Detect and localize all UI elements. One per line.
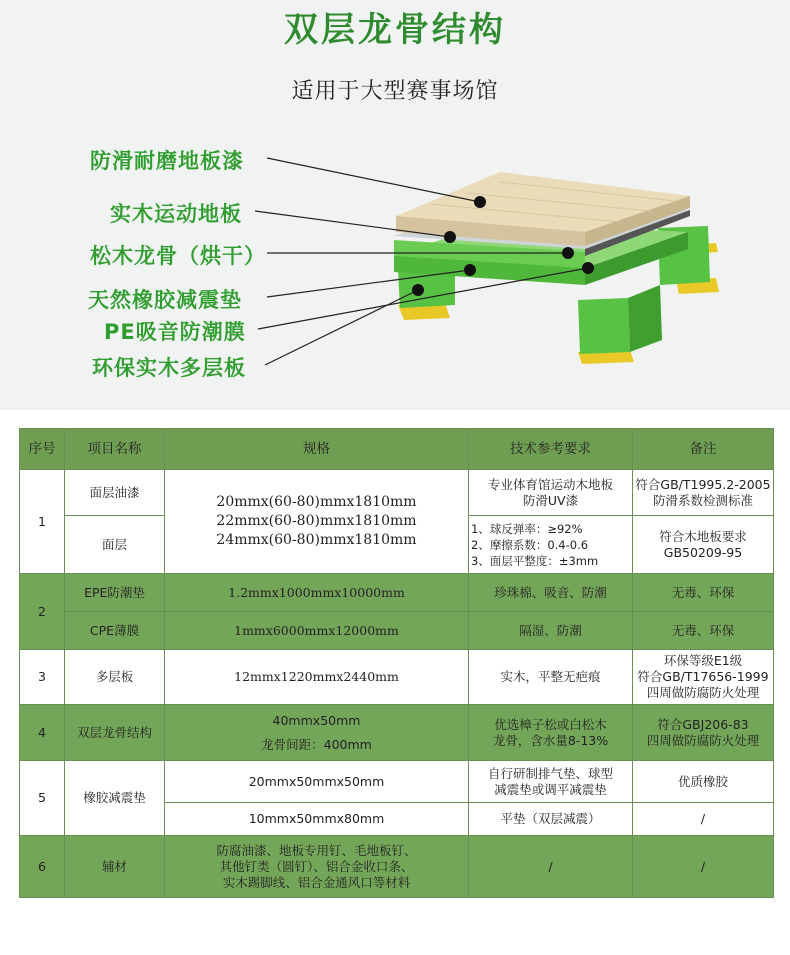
requirement-cell: 实木，平整无疤痕 bbox=[469, 650, 633, 705]
layer-label-pe-film: PE吸音防潮膜 bbox=[104, 320, 246, 344]
spec-line: 24mmx(60-80)mmx1810mm bbox=[216, 532, 417, 548]
note-cell: / bbox=[633, 803, 774, 836]
note-cell bbox=[633, 516, 774, 574]
spec-cell: 1mmx6000mmx12000mm bbox=[165, 612, 469, 650]
spec-line: 20mmx(60-80)mmx1810mm bbox=[216, 494, 417, 510]
requirement-cell bbox=[469, 705, 633, 761]
note-cell: 无毒、环保 bbox=[633, 612, 774, 650]
requirement-line: 自行研制排气垫、球型 bbox=[487, 765, 613, 781]
header-requirement: 技术参考要求 bbox=[469, 429, 633, 470]
requirement-line: 龙骨，含水量8-13% bbox=[492, 732, 609, 748]
note-cell: 优质橡胶 bbox=[633, 761, 774, 803]
item-name: 多层板 bbox=[65, 650, 165, 705]
note-cell bbox=[633, 470, 774, 516]
requirement-line: 减震垫或调平减震垫 bbox=[494, 781, 607, 797]
spec-line: 龙骨间距：400mm bbox=[261, 736, 372, 752]
header-no: 序号 bbox=[20, 429, 65, 470]
spec-cell: 1.2mmx1000mmx10000mm bbox=[165, 574, 469, 612]
note-cell: / bbox=[633, 836, 774, 898]
table-row bbox=[20, 650, 774, 705]
row-no: 6 bbox=[20, 836, 65, 898]
requirement-cell: 隔湿、防潮 bbox=[469, 612, 633, 650]
note-cell bbox=[633, 705, 774, 761]
item-name: 辅材 bbox=[65, 836, 165, 898]
requirement-line: 优选樟子松或白松木 bbox=[494, 716, 607, 732]
spec-cell bbox=[165, 470, 469, 574]
item-name: 面层 bbox=[65, 516, 165, 574]
note-cell: 无毒、环保 bbox=[633, 574, 774, 612]
spec-line: 实木踢脚线、铝合金通风口等材料 bbox=[222, 874, 411, 890]
row-no: 2 bbox=[20, 574, 65, 650]
table-row bbox=[20, 470, 774, 516]
table-row bbox=[20, 612, 774, 650]
note-cell bbox=[633, 650, 774, 705]
requirement-cell: 珍珠棉、吸音、防潮 bbox=[469, 574, 633, 612]
spec-line: 40mmx50mm bbox=[272, 712, 361, 728]
table-row bbox=[20, 761, 774, 803]
layer-label-paint: 防滑耐磨地板漆 bbox=[90, 149, 244, 173]
row-no: 3 bbox=[20, 650, 65, 705]
requirement-line: 3、面层平整度：±3mm bbox=[471, 553, 599, 568]
requirement-cell: / bbox=[469, 836, 633, 898]
requirement-cell: 平垫（双层减震） bbox=[469, 803, 633, 836]
table-row bbox=[20, 705, 774, 761]
item-name: 面层油漆 bbox=[65, 470, 165, 516]
note-line: 四周做防腐防火处理 bbox=[646, 732, 760, 748]
requirement-cell bbox=[469, 761, 633, 803]
row-no: 4 bbox=[20, 705, 65, 761]
header-item: 项目名称 bbox=[65, 429, 165, 470]
table-row bbox=[20, 574, 774, 612]
spec-line: 22mmx(60-80)mmx1810mm bbox=[216, 513, 417, 529]
note-line: 符合木地板要求 bbox=[659, 528, 747, 544]
item-name: 橡胶减震垫 bbox=[65, 761, 165, 836]
layer-label-pine-joist: 松木龙骨（烘干） bbox=[90, 244, 266, 268]
spec-table bbox=[19, 428, 774, 898]
spec-cell: 20mmx50mmx50mm bbox=[165, 761, 469, 803]
spec-line: 其他钉类（圆钉）、铝合金收口条、 bbox=[219, 858, 414, 874]
page-subtitle: 适用于大型赛事场馆 bbox=[291, 79, 499, 104]
requirement-cell bbox=[469, 516, 633, 574]
note-line: 符合GB/T1995.2-2005 bbox=[635, 476, 771, 492]
table-header-row bbox=[20, 429, 774, 470]
note-line: 防滑系数检测标准 bbox=[652, 492, 753, 508]
spec-cell: 12mmx1220mmx2440mm bbox=[165, 650, 469, 705]
note-line: 符合GB/T17656-1999 bbox=[637, 669, 769, 684]
item-name: 双层龙骨结构 bbox=[65, 705, 165, 761]
page-title: 双层龙骨结构 bbox=[284, 10, 506, 50]
requirement-cell bbox=[469, 470, 633, 516]
note-line: GB50209-95 bbox=[663, 544, 743, 560]
spec-line: 防腐油漆、地板专用钉、毛地板钉、 bbox=[216, 842, 417, 858]
table-row bbox=[20, 836, 774, 898]
spec-cell bbox=[165, 836, 469, 898]
requirement-line: 专业体育馆运动木地板 bbox=[487, 476, 613, 492]
requirement-line: 防滑UV漆 bbox=[522, 492, 579, 508]
requirement-line: 1、球反弹率：≥92% bbox=[471, 521, 583, 536]
item-name: CPE薄膜 bbox=[65, 612, 165, 650]
row-no: 5 bbox=[20, 761, 65, 836]
row-no: 1 bbox=[20, 470, 65, 574]
layer-label-wood-floor: 实木运动地板 bbox=[110, 202, 242, 226]
note-line: 符合GBJ206-83 bbox=[657, 716, 749, 732]
spec-cell: 10mmx50mmx80mm bbox=[165, 803, 469, 836]
item-name: EPE防潮垫 bbox=[65, 574, 165, 612]
header-spec: 规格 bbox=[165, 429, 469, 470]
header-note: 备注 bbox=[633, 429, 774, 470]
spec-cell bbox=[165, 705, 469, 761]
requirement-line: 2、摩擦系数：0.4-0.6 bbox=[471, 537, 589, 552]
layer-label-plywood: 环保实木多层板 bbox=[92, 356, 246, 380]
note-line: 四周做防腐防火处理 bbox=[646, 685, 760, 700]
layer-label-rubber-pad: 天然橡胶减震垫 bbox=[88, 288, 242, 312]
note-line: 环保等级E1级 bbox=[663, 653, 743, 668]
